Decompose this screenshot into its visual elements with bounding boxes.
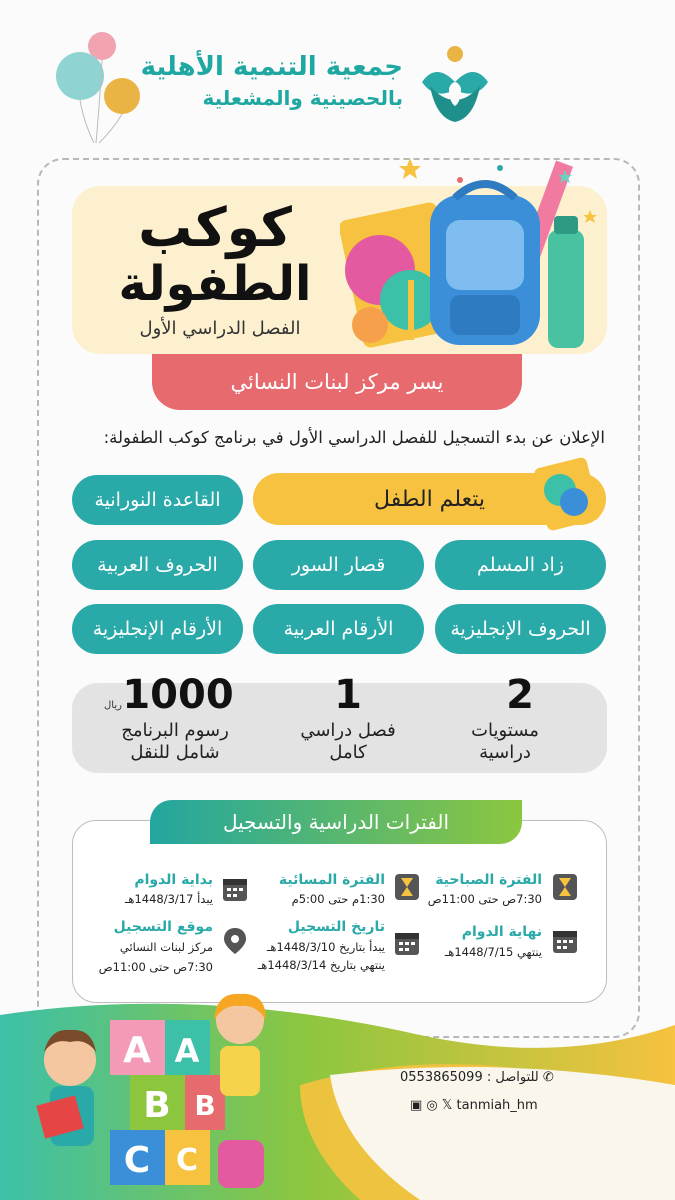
fee-currency: ريال bbox=[104, 700, 122, 711]
subject-label: الأرقام العربية bbox=[283, 618, 394, 640]
subject-label: قصار السور bbox=[291, 554, 386, 576]
subject-pill-english-numbers bbox=[72, 604, 243, 654]
levels-label-1: مستويات bbox=[471, 720, 539, 741]
calendar-icon bbox=[220, 874, 250, 904]
subject-pill-arabic-letters bbox=[72, 540, 243, 590]
start-date-title: بداية الدوام bbox=[134, 872, 213, 888]
hourglass-icon bbox=[392, 872, 422, 902]
morning-period-title: الفترة الصباحية bbox=[435, 872, 542, 888]
social-icons: ▣ ◎ 𝕏 bbox=[410, 1098, 453, 1113]
levels-number: 2 bbox=[506, 672, 534, 718]
subject-pill-arabic-numbers bbox=[253, 604, 424, 654]
periods-banner bbox=[150, 800, 522, 844]
location-pin-icon bbox=[220, 926, 250, 956]
announcement-text: الإعلان عن بدء التسجيل للفصل الدراسي الأول في برنامج كوكب الطفولة: bbox=[103, 428, 605, 447]
fee-label-1: رسوم البرنامج bbox=[121, 720, 229, 741]
subject-pill-english-letters bbox=[435, 604, 606, 654]
phone-icon: ✆ bbox=[542, 1070, 554, 1085]
svg-text:B: B bbox=[143, 1085, 171, 1126]
subject-label: الأرقام الإنجليزية bbox=[92, 618, 223, 640]
end-date-text: ينتهي 1448/7/15هـ bbox=[444, 945, 542, 959]
start-date-text: يبدأ 1448/3/17هـ bbox=[125, 892, 213, 906]
svg-text:C: C bbox=[123, 1140, 151, 1181]
subject-label: زاد المسلم bbox=[477, 554, 564, 576]
balloons-decoration bbox=[54, 28, 154, 148]
hourglass-icon bbox=[550, 872, 580, 902]
registration-place-title: موقع التسجيل bbox=[113, 919, 213, 935]
subject-pill-short-surahs bbox=[253, 540, 424, 590]
term-label-1: فصل دراسي bbox=[300, 720, 396, 741]
subject-label: الحروف الإنجليزية bbox=[450, 618, 591, 640]
fee-number: 1000 bbox=[122, 672, 234, 718]
hero-title-line2: الطفولة bbox=[118, 256, 312, 312]
fee-label-2: شامل للنقل bbox=[130, 742, 220, 763]
svg-text:A: A bbox=[123, 1030, 151, 1071]
learn-heading: يتعلم الطفل bbox=[374, 486, 485, 512]
social-handle-text: tanmiah_hm bbox=[456, 1098, 538, 1113]
registration-date-title: تاريخ التسجيل bbox=[287, 919, 385, 935]
center-banner-text: يسر مركز لبنات النسائي bbox=[230, 370, 444, 394]
periods-heading: الفترات الدراسية والتسجيل bbox=[222, 810, 450, 834]
subject-label: القاعدة النورانية bbox=[94, 489, 221, 511]
contact-text: للتواصل : 0553865099 bbox=[400, 1070, 539, 1085]
calendar-icon bbox=[392, 928, 422, 958]
registration-place-hours: 7:30ص حتى 11:00ص bbox=[98, 960, 213, 974]
subject-pill-zad-almuslim bbox=[435, 540, 606, 590]
contact-phone bbox=[400, 1070, 554, 1085]
svg-text:C: C bbox=[175, 1143, 199, 1178]
evening-period-title: الفترة المسائية bbox=[278, 872, 385, 888]
morning-period-text: 7:30ص حتى 11:00ص bbox=[427, 892, 542, 906]
org-name-line1: جمعية التنمية الأهلية bbox=[140, 52, 403, 82]
svg-text:B: B bbox=[194, 1089, 216, 1122]
term-number: 1 bbox=[334, 672, 362, 718]
periods-box bbox=[72, 820, 607, 1003]
term-label-2: كامل bbox=[329, 742, 367, 763]
hero-subtitle: الفصل الدراسي الأول bbox=[139, 318, 301, 339]
end-date-title: نهاية الدوام bbox=[461, 924, 542, 940]
social-handles bbox=[410, 1098, 538, 1113]
hero-title-line1: كوكب bbox=[138, 196, 292, 259]
svg-text:A: A bbox=[174, 1032, 200, 1070]
school-supplies-illustration bbox=[340, 150, 610, 360]
evening-period-text: 1:30م حتى 5:00م bbox=[291, 892, 385, 906]
org-name-line2: بالحصينية والمشعلية bbox=[202, 86, 403, 110]
center-banner bbox=[152, 354, 522, 410]
calendar-icon bbox=[550, 926, 580, 956]
registration-date-end: ينتهي بتاريخ 1448/3/14هـ bbox=[257, 958, 385, 972]
registration-date-start: يبدأ بتاريخ 1448/3/10هـ bbox=[267, 940, 385, 954]
subject-label: الحروف العربية bbox=[97, 554, 218, 576]
org-logo bbox=[416, 42, 494, 124]
kids-blocks-illustration bbox=[30, 990, 280, 1200]
subject-pill-noorania bbox=[72, 475, 243, 525]
levels-label-2: دراسية bbox=[479, 742, 531, 763]
registration-place-text: مركز لبنات النسائي bbox=[119, 940, 213, 954]
notebook-icon bbox=[532, 456, 602, 532]
